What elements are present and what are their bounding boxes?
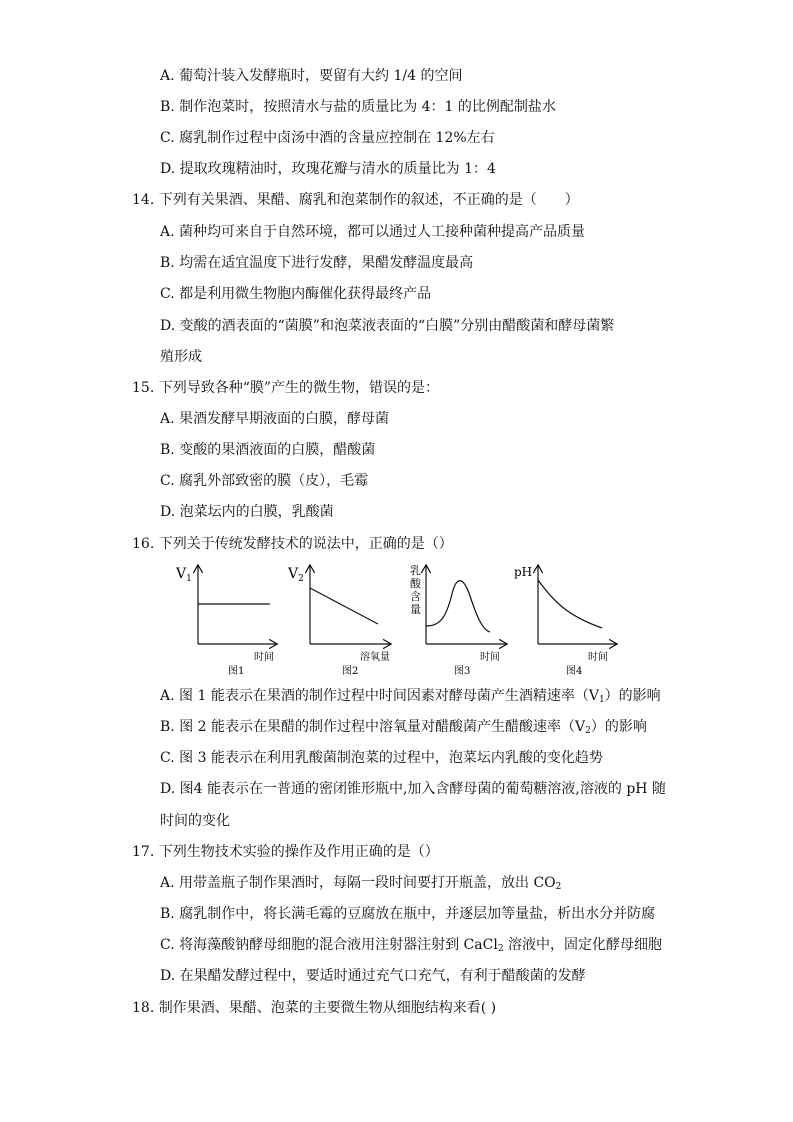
- q15-stem: 15. 下列导致各种“膜”产生的微生物，错误的是：: [132, 380, 440, 396]
- q13-option-d: D. 提取玫瑰精油时，玫瑰花瓣与清水的质量比为 1：4: [160, 161, 496, 177]
- q14-option-d-continued: 殖形成: [160, 349, 202, 365]
- q16-option-d-continued: 时间的变化: [160, 813, 230, 829]
- q17-option-a: A. 用带盖瓶子制作果酒时，每隔一段时间要打开瓶盖，放出 $CO_2$: [160, 875, 562, 892]
- fig1-x-label: 时间: [254, 652, 274, 663]
- fig2-y-label: $V_2$: [288, 566, 304, 584]
- figure-3: [410, 564, 506, 677]
- fig2-caption: 图2: [342, 666, 359, 677]
- q15-option-d: D. 泡菜坛内的白膜，乳酸菌: [160, 504, 334, 520]
- fig4-caption: 图4: [566, 666, 583, 677]
- fig4-curve: [538, 580, 602, 628]
- q16-option-d: D. 图4 能表示在一普通的密闭锥形瓶中,加入含酵母菌的葡萄糖溶液,溶液的 pH 随: [160, 781, 666, 797]
- q15-option-b: B. 变酸的果酒液面的白膜，醋酸菌: [160, 442, 376, 458]
- q13-option-b: B. 制作泡菜时，按照清水与盐的质量比为 4：1 的比例配制盐水: [160, 99, 556, 115]
- fig3-curve: [426, 581, 490, 632]
- q16-figure-set: [168, 560, 628, 680]
- q14-option-d: D. 变酸的酒表面的“菌膜”和泡菜液表面的“白膜”分别由醋酸菌和酵母菌繁: [160, 318, 615, 334]
- fig1-caption: 图1: [228, 666, 245, 677]
- q13-option-c: C. 腐乳制作过程中卤汤中酒的含量应控制在 12%左右: [160, 130, 495, 146]
- figure-1: [175, 566, 276, 677]
- fig4-x-label: 时间: [588, 652, 608, 663]
- q15-option-c: C. 腐乳外部致密的膜（皮），毛霉: [160, 473, 369, 489]
- figure-4: [514, 565, 616, 677]
- q14-stem: 14. 下列有关果酒、果醋、腐乳和泡菜制作的叙述，不正确的是（ ）: [132, 192, 579, 208]
- q16-figures: [168, 560, 628, 680]
- fig1-y-label: $V_1$: [176, 566, 192, 584]
- q18-stem: 18. 制作果酒、果醋、泡菜的主要微生物从细胞结构来看( ): [132, 1000, 497, 1016]
- q14-option-a: A. 菌种均可来自于自然环境，都可以通过人工接种菌种提高产品质量: [160, 224, 586, 240]
- fig4-y-label: pH: [514, 565, 533, 579]
- fig3-caption: 图3: [454, 666, 471, 677]
- q17-option-c: C. 将海藻酸钠酵母细胞的混合液用注射器注射到 CaCl$_2$ 溶液中，固定化酵母细胞: [160, 937, 662, 954]
- fig2-x-label: 溶氧量: [360, 652, 390, 663]
- q15-option-a: A. 果酒发酵早期液面的白膜，酵母菌: [160, 411, 390, 427]
- q16-option-b: B. 图 2 能表示在果醋的制作过程中溶氧量对醋酸菌产生醋酸速率$(V_2)$的影响: [160, 719, 647, 736]
- q16-option-c: C. 图 3 能表示在利用乳酸菌制泡菜的过程中，泡菜坛内乳酸的变化趋势: [160, 750, 603, 766]
- q17-option-b: B. 腐乳制作中，将长满毛霉的豆腐放在瓶中，并逐层加等量盐，析出水分并防腐: [160, 906, 656, 922]
- q17-option-d: D. 在果醋发酵过程中，要适时通过充气口充气，有利于醋酸菌的发酵: [160, 968, 586, 984]
- figure-2: [287, 566, 390, 677]
- q13-option-a: A. 葡萄汁装入发酵瓶时，要留有大约 1/4 的空间: [160, 68, 463, 84]
- q16-stem: 16. 下列关于传统发酵技术的说法中，正确的是（）: [132, 536, 453, 552]
- q17-stem: 17. 下列生物技术实验的操作及作用正确的是（）: [132, 844, 439, 860]
- fig2-curve: [310, 588, 378, 624]
- q14-option-b: B. 均需在适宜温度下进行发酵，果醋发酵温度最高: [160, 255, 474, 271]
- fig3-y-label: 乳 酸 含 量: [410, 564, 421, 616]
- fig3-x-label: 时间: [480, 652, 500, 663]
- q14-option-c: C. 都是利用微生物胞内酶催化获得最终产品: [160, 286, 432, 302]
- q16-option-a: A. 图 1 能表示在果酒的制作过程中时间因素对酵母菌产生酒精速率$(V_1)$的影响: [160, 688, 661, 705]
